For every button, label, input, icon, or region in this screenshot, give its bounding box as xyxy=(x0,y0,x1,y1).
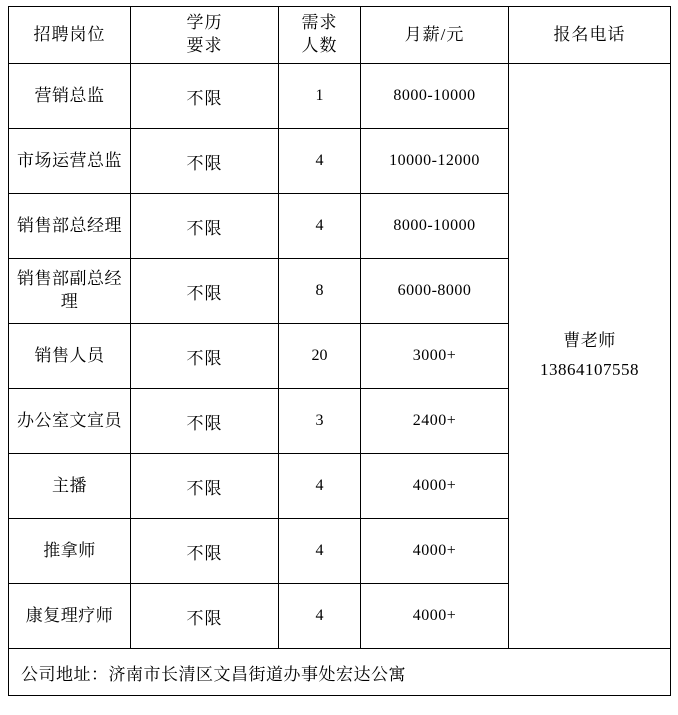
cell-education: 不限 xyxy=(131,129,279,194)
cell-salary: 3000+ xyxy=(361,324,509,389)
cell-salary: 10000-12000 xyxy=(361,129,509,194)
cell-count: 20 xyxy=(279,324,361,389)
cell-salary: 4000+ xyxy=(361,584,509,649)
cell-count: 4 xyxy=(279,454,361,519)
table-footer-row xyxy=(9,649,671,696)
cell-post: 办公室文宣员 xyxy=(9,389,131,454)
header-salary-line1: 月薪/元 xyxy=(404,24,465,44)
header-cell-salary xyxy=(361,7,509,64)
company-address: 公司地址：济南市长清区文昌街道办事处宏达公寓 xyxy=(9,649,671,696)
recruitment-table-sheet xyxy=(0,6,678,715)
cell-post: 销售人员 xyxy=(9,324,131,389)
header-cell-count xyxy=(279,7,361,64)
contact-name: 曹老师 xyxy=(563,331,616,351)
table-header xyxy=(9,7,671,64)
table-body xyxy=(9,64,671,696)
cell-count: 1 xyxy=(279,64,361,129)
cell-education: 不限 xyxy=(131,584,279,649)
table-row xyxy=(9,64,671,129)
cell-post: 康复理疗师 xyxy=(9,584,131,649)
cell-post: 市场运营总监 xyxy=(9,129,131,194)
cell-count: 3 xyxy=(279,389,361,454)
header-count-line2: 人数 xyxy=(301,36,338,55)
header-row xyxy=(9,7,671,64)
recruitment-table xyxy=(8,6,671,696)
cell-salary: 2400+ xyxy=(361,389,509,454)
cell-salary: 4000+ xyxy=(361,454,509,519)
cell-salary: 6000-8000 xyxy=(361,259,509,324)
cell-education: 不限 xyxy=(131,389,279,454)
cell-education: 不限 xyxy=(131,324,279,389)
header-education-line2: 要求 xyxy=(186,36,223,55)
header-count-line1: 需求 xyxy=(301,13,338,33)
cell-salary: 8000-10000 xyxy=(361,194,509,259)
cell-post: 销售部总经理 xyxy=(9,194,131,259)
header-post-line1: 招聘岗位 xyxy=(33,24,106,44)
cell-education: 不限 xyxy=(131,454,279,519)
cell-count: 4 xyxy=(279,584,361,649)
cell-salary: 4000+ xyxy=(361,519,509,584)
contact-phone: 13864107558 xyxy=(540,360,639,379)
cell-post: 销售部副总经理 xyxy=(9,259,131,324)
cell-contact xyxy=(509,64,671,649)
cell-salary: 8000-10000 xyxy=(361,64,509,129)
cell-education: 不限 xyxy=(131,519,279,584)
header-cell-education xyxy=(131,7,279,64)
cell-count: 4 xyxy=(279,519,361,584)
header-education-line1: 学历 xyxy=(186,13,223,33)
cell-count: 4 xyxy=(279,129,361,194)
header-cell-post xyxy=(9,7,131,64)
header-phone-line1: 报名电话 xyxy=(553,24,626,44)
cell-education: 不限 xyxy=(131,64,279,129)
cell-education: 不限 xyxy=(131,194,279,259)
cell-count: 8 xyxy=(279,259,361,324)
cell-post: 推拿师 xyxy=(9,519,131,584)
header-cell-phone xyxy=(509,7,671,64)
cell-education: 不限 xyxy=(131,259,279,324)
cell-post: 主播 xyxy=(9,454,131,519)
cell-count: 4 xyxy=(279,194,361,259)
cell-post: 营销总监 xyxy=(9,64,131,129)
